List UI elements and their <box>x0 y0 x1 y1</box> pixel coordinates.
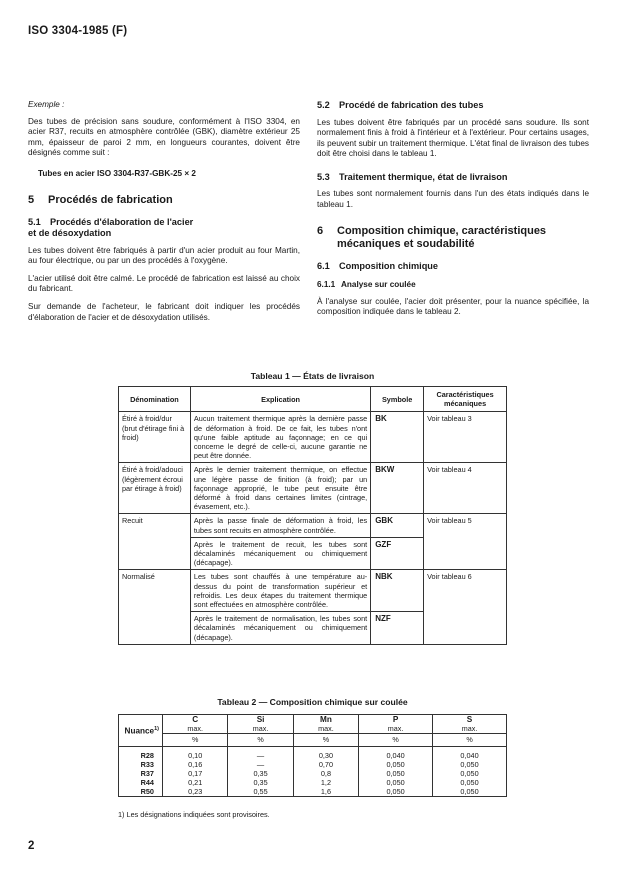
element-header: S <box>433 715 507 725</box>
table-row <box>119 787 507 797</box>
value-cell: 0,050 <box>359 787 433 797</box>
grade-cell: R28 <box>119 750 163 760</box>
mechanical-cell: Voir tableau 6 <box>424 570 507 644</box>
explanation-cell: Après le traitement de normalisation, les tubes sont décalaminés mécaniquement ou chimiquement (décapage). <box>190 612 370 645</box>
value-cell: 0,040 <box>433 750 507 760</box>
grade-cell: R37 <box>119 769 163 778</box>
value-cell: 0,050 <box>433 787 507 797</box>
max-row <box>119 724 507 734</box>
section-number: 5.1 <box>28 216 41 227</box>
example-text: Des tubes de précision sans soudure, conformément à l'ISO 3304, en acier R37, recuits en atmosphère contrôlée (GBK), diamètre extérieur 25 mm, épaisseur de paroi 2 mm, en longueurs courantes, doivent être désignés comme suit : <box>28 116 300 158</box>
value-cell: 0,17 <box>163 769 228 778</box>
symbol-cell: NZF <box>371 612 424 645</box>
section-5-2-heading <box>317 100 589 112</box>
paragraph: À l'analyse sur coulée, l'acier doit présenter, pour la nuance spécifiée, la composition indiquée dans le tableau 2. <box>317 296 589 317</box>
section-title: Procédés de fabrication <box>48 193 173 206</box>
document-header: ISO 3304-1985 (F) <box>28 25 128 37</box>
unit-label: % <box>228 734 293 746</box>
section-title: Traitement thermique, état de livraison <box>339 171 508 182</box>
paragraph: L'acier utilisé doit être calmé. Le procédé de fabrication est laissé au choix du fabricant. <box>28 273 300 294</box>
symbol-cell: BKW <box>371 463 424 514</box>
value-cell: 1,6 <box>293 787 358 797</box>
explanation-cell: Après la passe finale de déformation à froid, les tubes sont recuits en atmosphère contrôlée. <box>190 514 370 537</box>
section-number: 5.3 <box>317 171 330 182</box>
value-cell: 0,050 <box>359 778 433 787</box>
value-cell: 1,2 <box>293 778 358 787</box>
table-row <box>119 760 507 769</box>
section-title: Composition chimique, caractéristiques <box>337 224 547 237</box>
mechanical-cell: Voir tableau 4 <box>424 463 507 514</box>
value-cell: — <box>228 750 293 760</box>
value-cell: 0,30 <box>293 750 358 760</box>
paragraph: Les tubes doivent être fabriqués par un procédé sans soudure. Ils sont normalement finis à froid à l'intérieur et à l'extérieur. Pour certains usages, ils peuvent subir un traitement thermique. L'état final de livraison des tubes doit être choisi dans le tableau 1. <box>317 117 589 159</box>
value-cell: 0,16 <box>163 760 228 769</box>
section-6-1-heading <box>317 261 589 273</box>
unit-label: % <box>359 734 433 746</box>
paragraph: Les tubes doivent être fabriqués à partir d'un acier produit au four Martin, au four électrique, ou par un des procédés à l'oxygène. <box>28 245 300 266</box>
symbol-cell: GBK <box>371 514 424 537</box>
element-header: Mn <box>293 715 358 725</box>
column-header: Explication <box>190 387 370 412</box>
unit-label: % <box>293 734 358 746</box>
element-header: Si <box>228 715 293 725</box>
right-column <box>317 100 589 325</box>
value-cell: 0,050 <box>359 760 433 769</box>
section-title: Procédés d'élaboration de l'acier <box>50 216 194 227</box>
table-row <box>119 412 507 463</box>
value-cell: 0,70 <box>293 760 358 769</box>
unit-row <box>119 734 507 746</box>
grade-cell: R44 <box>119 778 163 787</box>
section-title-cont: et de désoxydation <box>28 228 112 239</box>
table-row <box>119 463 507 514</box>
table-2-footnote: 1) Les désignations indiquées sont provisoires. <box>118 810 270 819</box>
denomination-cell: Normalisé <box>119 570 191 644</box>
value-cell: — <box>228 760 293 769</box>
symbol-cell: BK <box>371 412 424 463</box>
value-cell: 0,050 <box>433 760 507 769</box>
section-5-3-heading <box>317 172 589 184</box>
table-1-caption: Tableau 1 — États de livraison <box>250 371 375 381</box>
max-label: max. <box>228 724 293 734</box>
section-title: Composition chimique <box>339 260 439 271</box>
table-header-row <box>119 387 507 412</box>
table-row <box>119 778 507 787</box>
table-row <box>119 514 507 537</box>
grade-header <box>119 715 163 747</box>
table-1 <box>118 386 507 645</box>
footnote-ref: 1) <box>154 725 159 732</box>
column-header: Dénomination <box>119 387 191 412</box>
value-cell: 0,050 <box>433 778 507 787</box>
section-number: 6 <box>317 224 324 237</box>
designation-example: Tubes en acier ISO 3304-R37-GBK-25 × 2 <box>38 168 196 178</box>
max-label: max. <box>163 724 228 734</box>
value-cell: 0,23 <box>163 787 228 797</box>
explanation-cell: Aucun traitement thermique après la dernière passe de déformation à froid. De ce fait, les tubes n'ont qu'une faible aptitude au façonnage; en ce qui concerne le degré de celle-ci, aucune garantie ne peut être donnée. <box>190 412 370 463</box>
section-title-cont: mécaniques et soudabilité <box>337 237 475 250</box>
value-cell: 0,35 <box>228 778 293 787</box>
section-5-1-heading <box>28 217 300 240</box>
value-cell: 0,050 <box>359 769 433 778</box>
section-number: 5 <box>28 193 35 206</box>
denomination-cell: Étiré à froid/adouci (légèrement écroui par étirage à froid) <box>119 463 191 514</box>
column-header: Caractéristiques mécaniques <box>424 387 507 412</box>
value-cell: 0,8 <box>293 769 358 778</box>
section-5-heading <box>28 194 300 207</box>
max-label: max. <box>359 724 433 734</box>
paragraph: Les tubes sont normalement fournis dans l'un des états indiqués dans le tableau 1. <box>317 189 589 209</box>
mechanical-cell: Voir tableau 5 <box>424 514 507 570</box>
grade-cell: R33 <box>119 760 163 769</box>
symbol-cell: NBK <box>371 570 424 612</box>
unit-label: % <box>433 734 507 746</box>
explanation-cell: Après le traitement de recuit, les tubes sont décalaminés mécaniquement ou chimiquement (décapage). <box>190 537 370 570</box>
element-header: C <box>163 715 228 725</box>
value-cell: 0,21 <box>163 778 228 787</box>
element-header: P <box>359 715 433 725</box>
max-label: max. <box>433 724 507 734</box>
section-number: 6.1.1 <box>317 280 336 290</box>
value-cell: 0,55 <box>228 787 293 797</box>
section-title: Analyse sur coulée <box>341 280 416 290</box>
table-2-caption: Tableau 2 — Composition chimique sur coulée <box>217 697 408 707</box>
table-2 <box>118 714 507 797</box>
explanation-cell: Les tubes sont chauffés à une température au-dessus du point de transformation supérieur et refroidis. Les deux étapes du traitement thermique sont effectuées en atmosphère contrôlée. <box>190 570 370 612</box>
value-cell: 0,35 <box>228 769 293 778</box>
paragraph: Sur demande de l'acheteur, le fabricant doit indiquer les procédés d'élaboration de l'acier et de désoxydation utilisés. <box>28 301 300 322</box>
table-row <box>119 769 507 778</box>
element-header-row <box>119 715 507 725</box>
denomination-cell: Étiré à froid/dur (brut d'étirage fini à froid) <box>119 412 191 463</box>
section-6-heading <box>317 225 589 251</box>
section-title: Procédé de fabrication des tubes <box>339 100 484 110</box>
example-label: Exemple : <box>28 100 65 109</box>
column-header: Symbole <box>371 387 424 412</box>
denomination-cell: Recuit <box>119 514 191 570</box>
table-row <box>119 750 507 760</box>
section-number: 6.1 <box>317 260 330 271</box>
table-row <box>119 570 507 612</box>
page-number: 2 <box>28 840 35 852</box>
grade-header-label: Nuance <box>124 726 155 736</box>
symbol-cell: GZF <box>371 537 424 570</box>
section-6-1-1-heading <box>317 280 589 291</box>
explanation-cell: Après le dernier traitement thermique, on effectue une légère passe de finition (à froid); par un façonnage approprié, le tube peut ensuite être déformé à froid dans certaines limites (cintrage, évasement, etc.). <box>190 463 370 514</box>
mechanical-cell: Voir tableau 3 <box>424 412 507 463</box>
max-label: max. <box>293 724 358 734</box>
value-cell: 0,050 <box>433 769 507 778</box>
grade-cell: R50 <box>119 787 163 797</box>
value-cell: 0,040 <box>359 750 433 760</box>
left-column <box>28 100 300 330</box>
value-cell: 0,10 <box>163 750 228 760</box>
section-number: 5.2 <box>317 100 330 110</box>
unit-label: % <box>163 734 228 746</box>
